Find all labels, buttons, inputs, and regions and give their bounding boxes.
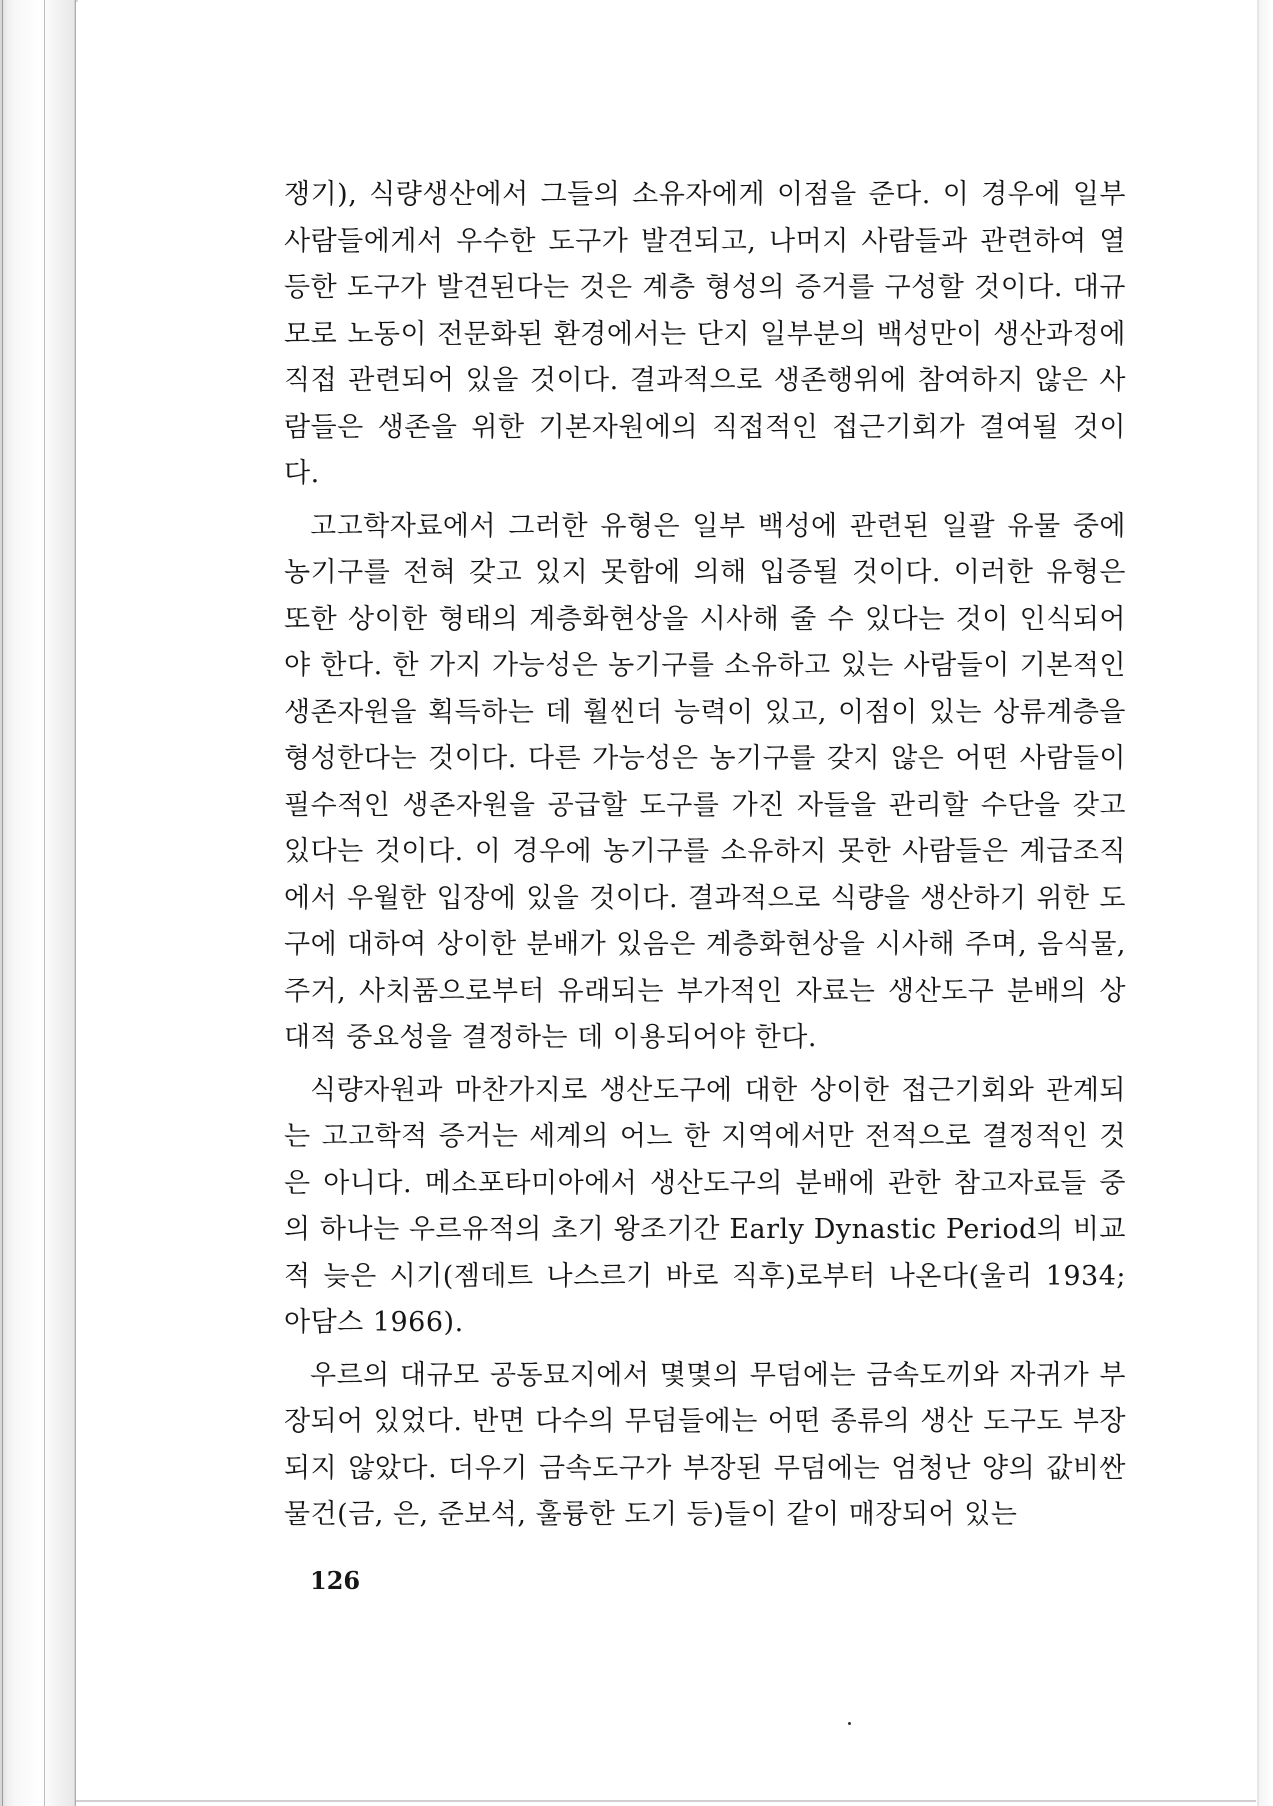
page-bottom-edge: [76, 1800, 1256, 1802]
page-right-margin: [1259, 0, 1273, 1806]
paragraph: 우르의 대규모 공동묘지에서 몇몇의 무덤에는 금속도끼와 자귀가 부장되어 있었다. 반면 다수의 무덤들에는 어떤 종류의 생산 도구도 부장되지 않았다. 더우기 금속도구가 부장된 무덤에는 엄청난 양의 값비싼 물건(금, 은, 준보석, 훌륭한 도기 등)들이 같이 매장되어 있는: [284, 1359, 1126, 1530]
page-number: 126: [310, 1566, 361, 1595]
speck: [848, 1722, 851, 1725]
page-stack-edge: [0, 0, 76, 1806]
paragraph: 고고학자료에서 그러한 유형은 일부 백성에 관련된 일괄 유물 중에 농기구를 전혀 갖고 있지 못함에 의해 입증될 것이다. 이러한 유형은 또한 상이한 형태의 계층화현상을 시사해 줄 수 있다는 것이 인식되어야 한다. 한 가지 가능성은 농기구를 소유하고 있는 사람들이 기본적인 생존자원을 획득하는 데 훨씬더 능력이 있고, 이점이 있는 상류계층을 형성한다는 것이다. 다른 가능성은 농기구를 갖지 않은 어떤 사람들이 필수적인 생존자원을 공급할 도구를 가진 자들을 관리할 수단을 갖고 있다는 것이다. 이 경우에 농기구를 소유하지 못한 사람들은 계급조직에서 우월한 입장에 있을 것이다. 결과적으로 식량을 생산하기 위한 도구에 대하여 상이한 분배가 있음은 계층화현상을 시사해 주며, 음식물, 주거, 사치품으로부터 유래되는 부가적인 자료는 생산도구 분배의 상대적 중요성을 결정하는 데 이용되어야 한다.: [284, 510, 1126, 1053]
paragraph: 식량자원과 마찬가지로 생산도구에 대한 상이한 접근기회와 관계되는 고고학적 증거는 세계의 어느 한 지역에서만 전적으로 결정적인 것은 아니다. 메소포타미아에서 생산도구의 분배에 관한 참고자료들 중의 하나는 우르유적의 초기 왕조기간 Early Dynastic Period의 비교적 늦은 시기(젬데트 나스르기 바로 직후)로부터 나온다(울리 1934; 아담스 1966).: [284, 1074, 1126, 1338]
page-right-edge: [1257, 0, 1259, 1806]
body-text: [284, 172, 1126, 1539]
paragraph: 쟁기), 식량생산에서 그들의 소유자에게 이점을 준다. 이 경우에 일부 사람들에게서 우수한 도구가 발견되고, 나머지 사람들과 관련하여 열등한 도구가 발견된다는 것은 계층 형성의 증거를 구성할 것이다. 대규모로 노동이 전문화된 환경에서는 단지 일부분의 백성만이 생산과정에 직접 관련되어 있을 것이다. 결과적으로 생존행위에 참여하지 않은 사람들은 생존을 위한 기본자원에의 직접적인 접근기회가 결여될 것이다.: [284, 179, 1126, 489]
